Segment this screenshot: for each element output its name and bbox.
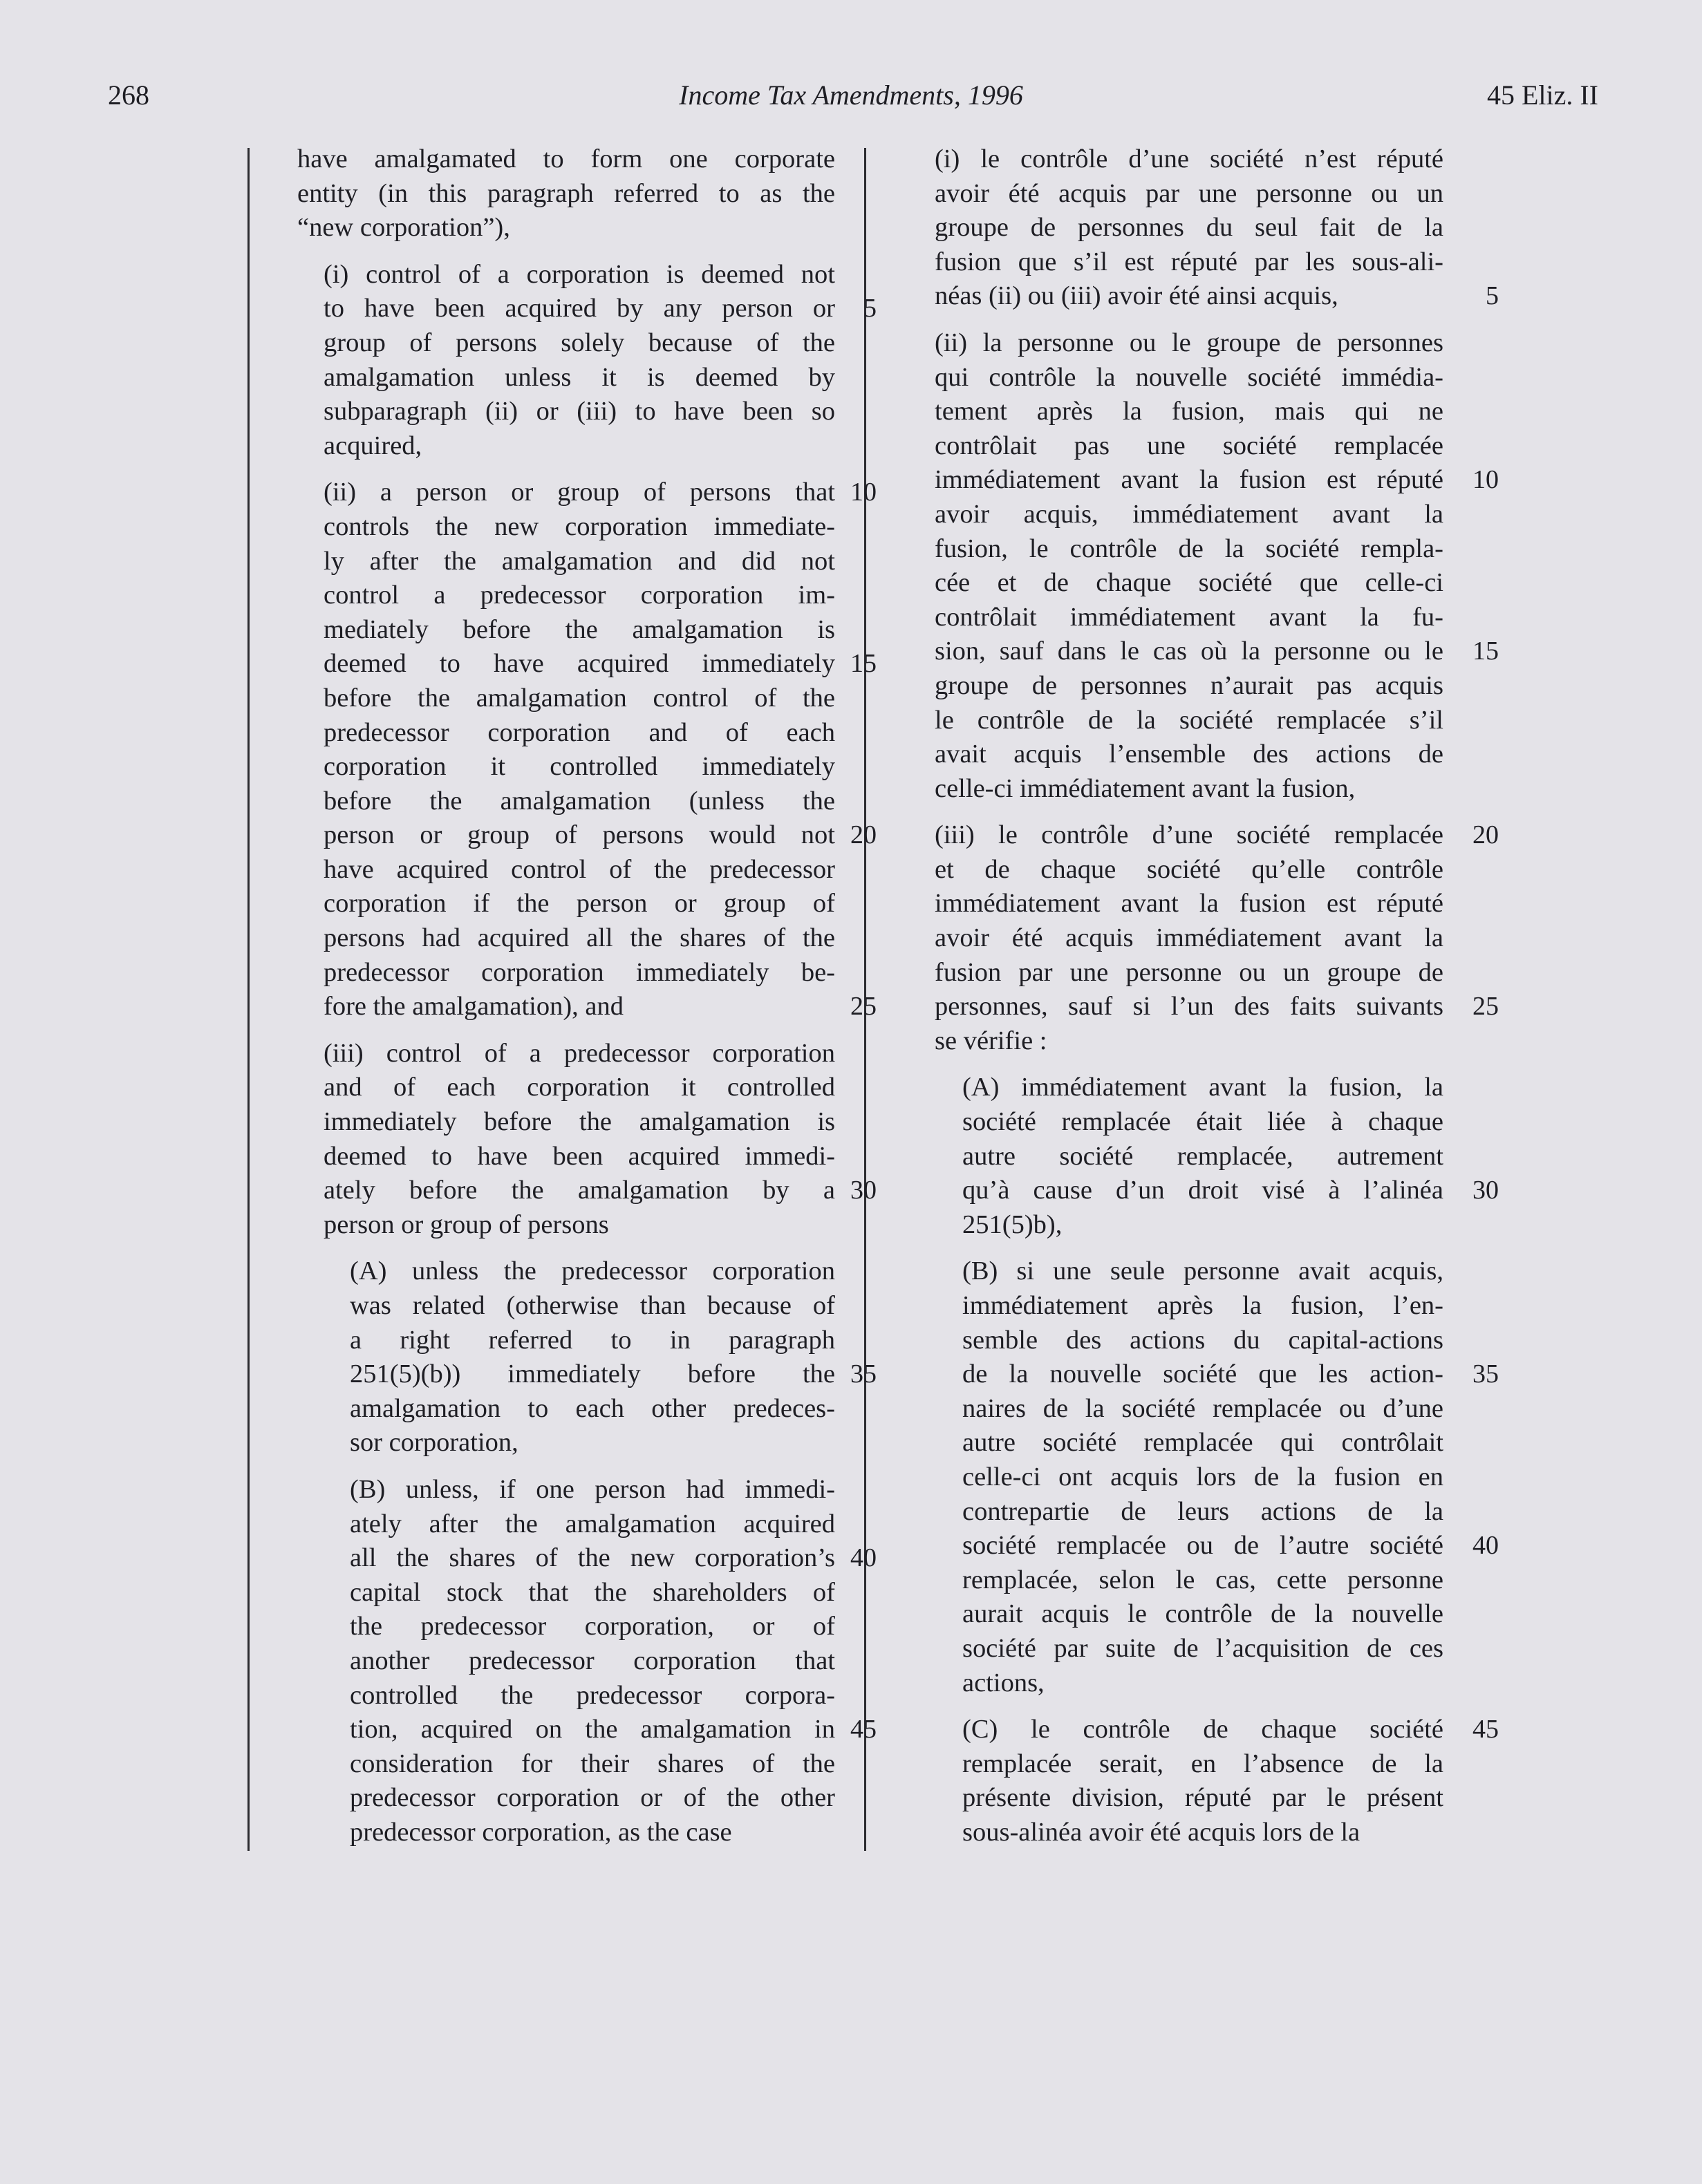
text-line: person or group of persons: [324, 1209, 609, 1239]
text-line: contrôlait pas une société remplacée: [935, 431, 1443, 460]
text-line: mediately before the amalgamation is: [324, 614, 835, 644]
text-line: deemed to have been acquired immedi-: [324, 1141, 835, 1171]
text-line: was related (otherwise than because of: [350, 1291, 835, 1320]
text-line: predecessor corporation and of each: [324, 717, 835, 747]
french-paragraph-p3: [935, 818, 1499, 1058]
line-number: 25: [850, 992, 877, 1022]
text-line: immédiatement après la fusion, l’en-: [962, 1291, 1443, 1320]
text-line: société par suite de l’acquisition de ces: [962, 1633, 1443, 1663]
text-line: fusion, le contrôle de la société rempla-: [935, 534, 1443, 563]
running-title: Income Tax Amendments, 1996: [679, 79, 1023, 111]
text-line: controls the new corporation immediate-: [324, 511, 835, 541]
line-number: 40: [850, 1543, 877, 1573]
text-line: capital stock that the shareholders of: [350, 1577, 835, 1607]
text-line: fore the amalgamation), and: [324, 992, 624, 1022]
text-line: immédiatement avant la fusion est réputé: [935, 889, 1443, 919]
text-line: and of each corporation it controlled: [324, 1073, 835, 1102]
text-line: another predecessor corporation that: [350, 1646, 835, 1675]
text-line: (A) unless the predecessor corporation: [350, 1256, 835, 1286]
text-line: acquired,: [324, 431, 422, 460]
text-line: autre société remplacée, autrement: [962, 1141, 1443, 1171]
text-line: predecessor corporation or of the other: [350, 1783, 835, 1813]
text-line: actions,: [962, 1668, 1045, 1697]
text-line: immédiatement avant la fusion est réputé: [935, 465, 1443, 495]
text-line: (i) control of a corporation is deemed not: [324, 259, 835, 289]
text-line: remplacée serait, en l’absence de la: [962, 1749, 1443, 1778]
text-line: (ii) a person or group of persons that: [324, 478, 835, 507]
english-paragraph-pA: [350, 1254, 877, 1460]
line-number: 35: [850, 1359, 877, 1389]
text-line: sion, sauf dans le cas où la personne ou le: [935, 637, 1443, 666]
english-paragraph-p0: [297, 142, 835, 245]
text-line: predecessor corporation immediately be-: [324, 957, 835, 987]
text-line: corporation if the person or group of: [324, 889, 835, 919]
text-line: société remplacée était liée à chaque: [962, 1107, 1443, 1137]
text-line: de la nouvelle société que les action-: [962, 1359, 1443, 1389]
english-paragraph-p3: [324, 1037, 877, 1243]
text-line: tement après la fusion, mais qui ne: [935, 397, 1443, 426]
text-line: consideration for their shares of the: [350, 1749, 835, 1778]
text-line: ly after the amalgamation and did not: [324, 546, 835, 576]
line-number: 25: [1472, 992, 1499, 1022]
text-line: personnes, sauf si l’un des faits suivants: [935, 992, 1443, 1022]
text-line: person or group of persons would not: [324, 820, 835, 850]
text-line: cée et de chaque société que celle-ci: [935, 568, 1443, 598]
line-number: 5: [863, 294, 877, 323]
text-line: 251(5)b),: [962, 1209, 1063, 1239]
text-line: remplacée, selon le cas, cette personne: [962, 1565, 1443, 1594]
line-number: 15: [1472, 637, 1499, 666]
french-paragraph-pC: [962, 1713, 1499, 1849]
text-line: néas (ii) ou (iii) avoir été ainsi acquis,: [935, 281, 1338, 311]
text-line: have amalgamated to form one corporate: [297, 144, 835, 173]
text-line: se vérifie :: [935, 1026, 1047, 1055]
text-line: (B) si une seule personne avait acquis,: [962, 1256, 1443, 1286]
line-number: 20: [1472, 820, 1499, 850]
text-line: persons had acquired all the shares of the: [324, 923, 835, 953]
line-number: 30: [850, 1176, 877, 1205]
text-line: sor corporation,: [350, 1428, 518, 1458]
text-line: immediately before the amalgamation is: [324, 1107, 835, 1137]
text-line: amalgamation to each other predeces-: [350, 1393, 835, 1423]
line-number: 20: [850, 820, 877, 850]
text-line: avait acquis l’ensemble des actions de: [935, 740, 1443, 769]
text-line: société remplacée ou de l’autre société: [962, 1531, 1443, 1561]
english-paragraph-p1: [324, 258, 877, 464]
text-line: before the amalgamation control of the: [324, 683, 835, 713]
french-paragraph-pA: [962, 1071, 1499, 1242]
text-line: predecessor corporation, as the case: [350, 1817, 732, 1847]
text-line: “new corporation”),: [297, 213, 510, 243]
text-line: entity (in this paragraph referred to as the: [297, 178, 835, 208]
text-line: et de chaque société qu’elle contrôle: [935, 854, 1443, 884]
text-line: (ii) la personne ou le groupe de personnes: [935, 328, 1443, 357]
text-line: group of persons solely because of the: [324, 328, 835, 357]
text-line: le contrôle de la société remplacée s’il: [935, 705, 1443, 735]
text-line: groupe de personnes du seul fait de la: [935, 213, 1443, 243]
french-column: [935, 142, 1499, 1863]
text-line: qu’à cause d’un droit visé à l’alinéa: [962, 1176, 1443, 1205]
text-line: (A) immédiatement avant la fusion, la: [962, 1073, 1443, 1102]
text-line: tion, acquired on the amalgamation in: [350, 1715, 835, 1744]
line-number: 10: [1472, 465, 1499, 495]
line-number: 5: [1486, 281, 1499, 311]
text-line: celle-ci immédiatement avant la fusion,: [935, 773, 1356, 803]
english-paragraph-pB: [350, 1473, 877, 1850]
line-number: 40: [1472, 1531, 1499, 1561]
text-line: qui contrôle la nouvelle société immédia-: [935, 362, 1443, 392]
french-paragraph-p2: [935, 326, 1499, 806]
text-line: avoir été acquis par une personne ou un: [935, 178, 1443, 208]
text-line: corporation it controlled immediately: [324, 752, 835, 782]
text-line: (B) unless, if one person had immedi-: [350, 1474, 835, 1504]
text-line: control a predecessor corporation im-: [324, 581, 835, 610]
text-line: controlled the predecessor corpora-: [350, 1680, 835, 1710]
text-line: ately after the amalgamation acquired: [350, 1509, 835, 1538]
text-line: have acquired control of the predecessor: [324, 854, 835, 884]
french-paragraph-pB: [962, 1254, 1499, 1700]
text-line: fusion par une personne ou un groupe de: [935, 957, 1443, 987]
text-line: the predecessor corporation, or of: [350, 1612, 835, 1641]
text-line: (i) le contrôle d’une société n’est réputé: [935, 144, 1443, 173]
english-column: [297, 142, 877, 1863]
text-line: amalgamation unless it is deemed by: [324, 362, 835, 392]
line-number: 45: [850, 1715, 877, 1744]
text-line: contrepartie de leurs actions de la: [962, 1496, 1443, 1526]
line-number: 10: [850, 478, 877, 507]
text-line: semble des actions du capital-actions: [962, 1325, 1443, 1355]
text-line: a right referred to in paragraph: [350, 1325, 835, 1355]
line-number: 30: [1472, 1176, 1499, 1205]
text-line: celle-ci ont acquis lors de la fusion en: [962, 1462, 1443, 1491]
text-line: all the shares of the new corporation’s: [350, 1543, 835, 1573]
text-line: (C) le contrôle de chaque société: [962, 1715, 1443, 1744]
text-line: avoir été acquis immédiatement avant la: [935, 923, 1443, 953]
text-line: groupe de personnes n’aurait pas acquis: [935, 670, 1443, 700]
line-number: 35: [1472, 1359, 1499, 1389]
text-line: avoir acquis, immédiatement avant la: [935, 499, 1443, 529]
text-line: subparagraph (ii) or (iii) to have been so: [324, 397, 835, 426]
text-line: (iii) le contrôle d’une société remplacée: [935, 820, 1443, 850]
text-line: 251(5)(b)) immediately before the: [350, 1359, 835, 1389]
text-line: naires de la société remplacée ou d’une: [962, 1393, 1443, 1423]
french-paragraph-p1: [935, 142, 1499, 314]
text-line: contrôlait immédiatement avant la fu-: [935, 602, 1443, 632]
text-line: ately before the amalgamation by a: [324, 1176, 835, 1205]
text-line: deemed to have acquired immediately: [324, 649, 835, 679]
line-number: 45: [1472, 1715, 1499, 1744]
text-line: présente division, réputé par le présent: [962, 1783, 1443, 1813]
text-line: (iii) control of a predecessor corporation: [324, 1038, 835, 1068]
page-number: 268: [108, 79, 149, 111]
text-line: fusion que s’il est réputé par les sous-ali-: [935, 247, 1443, 276]
text-line: before the amalgamation (unless the: [324, 786, 835, 816]
left-margin-rule: [247, 148, 250, 1851]
line-number: 15: [850, 649, 877, 679]
text-line: autre société remplacée qui contrôlait: [962, 1428, 1443, 1458]
regnal-year: 45 Eliz. II: [1486, 79, 1598, 111]
text-line: sous-alinéa avoir été acquis lors de la: [962, 1817, 1360, 1847]
english-paragraph-p2: [324, 476, 877, 1024]
text-line: aurait acquis le contrôle de la nouvelle: [962, 1599, 1443, 1629]
text-line: to have been acquired by any person or: [324, 294, 835, 323]
